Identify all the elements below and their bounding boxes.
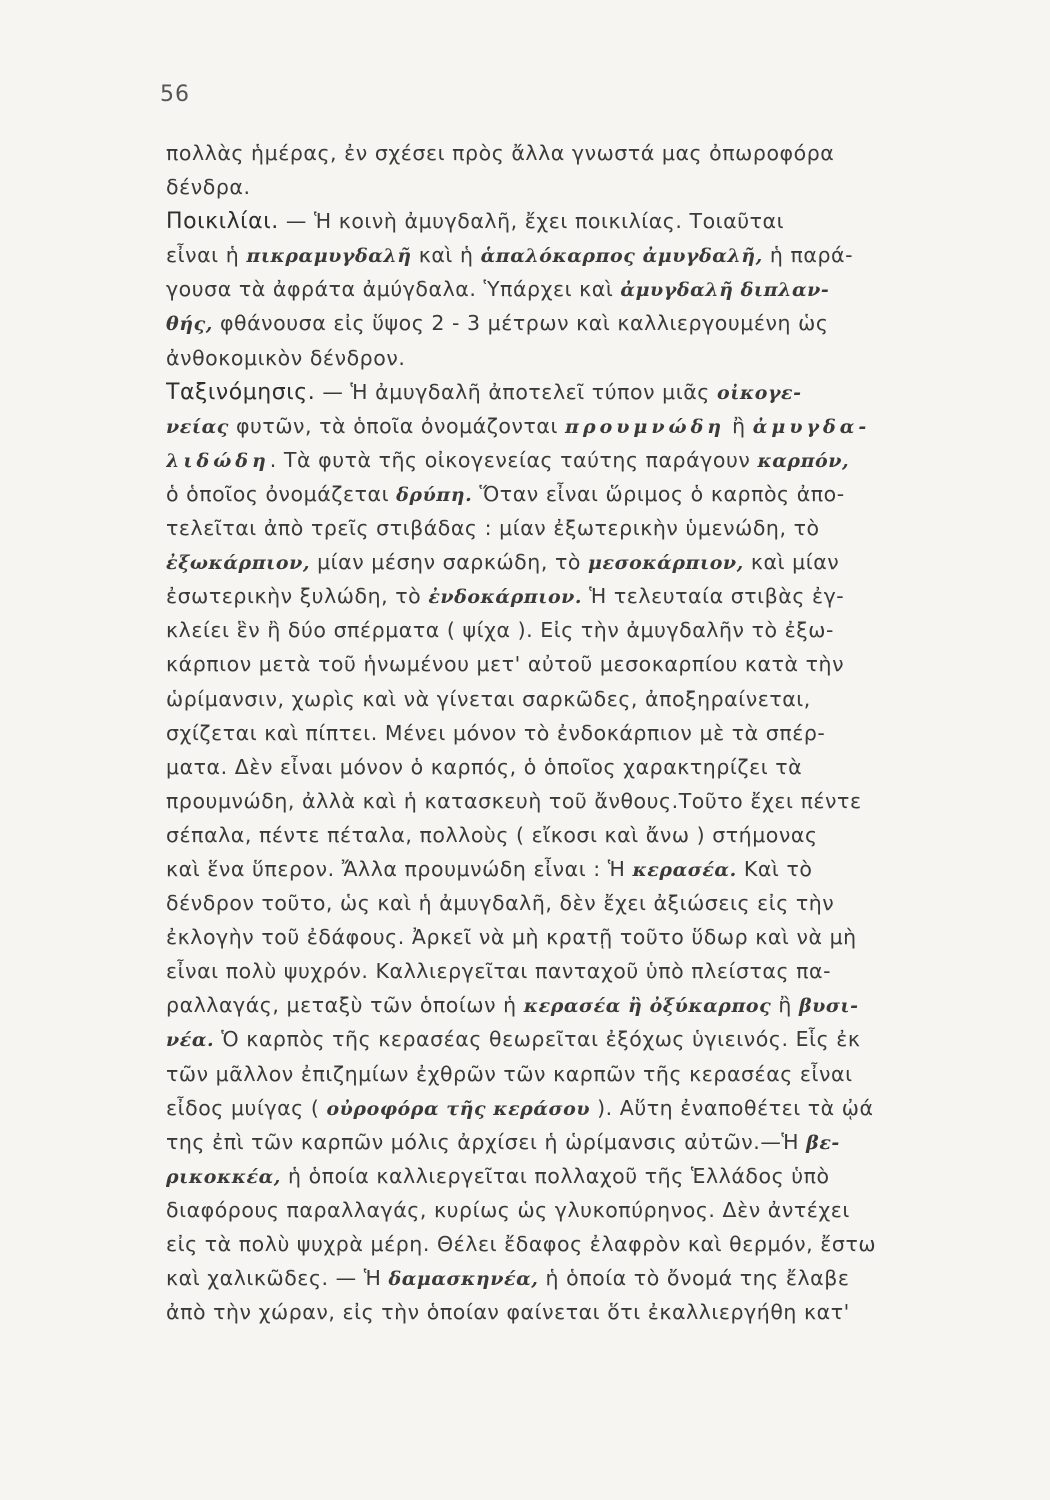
emphasized-term: ἐξωκάρπιον,	[166, 552, 311, 575]
text-line	[166, 1261, 1021, 1295]
text-line	[166, 1057, 1021, 1091]
emphasized-term: ἐνδοκάρπιον.	[428, 586, 583, 609]
text-segment: φυτῶν, τὰ ὁποῖα ὀνομάζονται	[228, 413, 566, 438]
page-number: 56	[160, 82, 190, 107]
text-line	[166, 306, 1021, 340]
text-segment: της ἐπὶ τῶν καρπῶν μόλις ἀρχίσει ἡ ὡρίμανσις αὐτῶν.—Ἡ	[166, 1129, 807, 1154]
text-segment: ἐκλογὴν τοῦ ἐδάφους. Ἀρκεῖ νὰ μὴ κρατῇ τοῦτο ὕδωρ καὶ νὰ μὴ	[166, 925, 857, 950]
text-segment: γουσα τὰ ἀφράτα ἀμύγδαλα. Ὑπάρχει καὶ	[166, 277, 621, 302]
emphasized-term: ἀμυγδα-	[752, 415, 871, 438]
section-heading: Ποικιλίαι.	[166, 209, 279, 235]
text-segment: ματα. Δὲν εἶναι μόνον ὁ καρπός, ὁ ὁποῖος χαρακτηρίζει τὰ	[166, 754, 803, 779]
text-segment: ὁ ὁποῖος ὀνομάζεται	[166, 481, 397, 506]
emphasized-term: λιδώδη	[166, 449, 270, 472]
text-line	[166, 204, 1021, 238]
text-segment: ραλλαγάς, μεταξὺ τῶν ὁποίων ἡ	[166, 993, 524, 1018]
text-line	[166, 579, 1021, 613]
text-segment: διαφόρους παραλλαγάς, κυρίως ὡς γλυκοπύρηνος. Δὲν ἀντέχει	[166, 1197, 850, 1222]
text-line	[166, 750, 1021, 784]
text-line	[166, 1159, 1021, 1193]
text-line	[166, 818, 1021, 852]
emphasized-term: πικραμυγδαλῆ	[246, 245, 412, 268]
text-segment: εἶναι πολὺ ψυχρόν. Καλλιεργεῖται πανταχοῦ ὑπὸ πλείστας πα-	[166, 959, 832, 984]
emphasized-term: δρύπη.	[396, 483, 473, 506]
text-line	[166, 1295, 1021, 1329]
emphasized-term: οἰκογε-	[716, 381, 802, 404]
text-segment: ἡ ὁποία τὸ ὄνομά της ἔλαβε	[538, 1266, 850, 1291]
emphasized-term: βε-	[806, 1131, 840, 1154]
text-line	[166, 375, 1021, 409]
text-line	[166, 1227, 1021, 1261]
text-segment: εἶδος μυίγας (	[166, 1095, 327, 1120]
text-segment: ). Αὕτη ἐναποθέτει τὰ ᾠά	[590, 1095, 874, 1120]
text-line	[166, 886, 1021, 920]
emphasized-term: ρικοκκέα,	[166, 1165, 281, 1188]
text-segment: Καὶ τὸ	[736, 856, 813, 881]
text-line	[166, 341, 1021, 375]
text-segment: ὡρίμανσιν, χωρὶς καὶ νὰ γίνεται σαρκῶδες, ἀποξηραίνεται,	[166, 686, 811, 711]
emphasized-term: ἀμυγδαλῆ διπλαν-	[620, 279, 830, 302]
text-segment: σχίζεται καὶ πίπτει. Μένει μόνον τὸ ἐνδοκάρπιον μὲ τὰ σπέρ-	[166, 720, 826, 745]
text-line	[166, 1022, 1021, 1056]
text-segment: καὶ μίαν	[743, 550, 840, 575]
emphasized-term: νείας	[166, 415, 229, 438]
text-segment: εἰς τὰ πολὺ ψυχρὰ μέρη. Θέλει ἔδαφος ἐλαφρὸν καὶ θερμόν, ἔστω	[166, 1232, 877, 1256]
emphasized-term: θής,	[166, 313, 213, 336]
text-segment: — Ἡ κοινὴ ἀμυγδαλῆ, ἔχει ποικιλίας. Τοιαῦται	[278, 209, 785, 234]
text-line	[166, 511, 1021, 545]
text-segment: καὶ ἡ	[411, 243, 481, 268]
emphasized-term: καρπόν,	[757, 449, 850, 472]
text-line	[166, 170, 1021, 204]
text-segment: μίαν μέσην σαρκώδη, τὸ	[310, 550, 589, 575]
text-segment: ἀνθοκομικὸν δένδρον.	[166, 345, 406, 370]
text-segment: . Τὰ φυτὰ τῆς οἰκογενείας ταύτης παράγουν	[269, 447, 758, 472]
emphasized-term: νέα.	[166, 1029, 215, 1052]
text-segment: ἢ	[771, 993, 799, 1018]
text-line	[166, 1091, 1021, 1125]
text-segment: τῶν μᾶλλον ἐπιζημίων ἐχθρῶν τῶν καρπῶν τῆς κερασέας εἶναι	[166, 1061, 853, 1086]
text-segment: ἀπὸ τὴν χώραν, εἰς τὴν ὁποίαν φαίνεται ὅτι ἐκαλλιεργήθη κατ'	[166, 1300, 850, 1325]
emphasized-term: μεσοκάρπιον,	[588, 552, 744, 575]
text-line	[166, 443, 1021, 477]
text-line	[166, 409, 1021, 443]
text-segment: δένδρα.	[166, 175, 251, 200]
text-segment: ἢ	[725, 413, 753, 438]
text-segment: κλείει ἓν ἢ δύο σπέρματα ( ψίχα ). Εἰς τὴν ἀμυγδαλῆν τὸ ἐξω-	[166, 618, 834, 643]
emphasized-term: κερασέα ἢ ὀξύκαρπος	[523, 995, 772, 1018]
text-segment: φθάνουσα εἰς ὕψος 2 - 3 μέτρων καὶ καλλιεργουμένη ὡς	[212, 311, 829, 336]
text-segment: καὶ ἕνα ὕπερον. Ἄλλα προυμνώδη εἶναι : Ἡ	[166, 856, 633, 881]
text-segment: ἡ παρά-	[762, 243, 854, 268]
text-segment: Ἡ τελευταία στιβὰς ἐγ-	[582, 584, 845, 609]
body-text	[166, 136, 1021, 1329]
text-line	[166, 852, 1021, 886]
text-line	[166, 1193, 1021, 1227]
text-line	[166, 784, 1021, 818]
text-segment: δένδρον τοῦτο, ὡς καὶ ἡ ἀμυγδαλῆ, δὲν ἔχει ἀξιώσεις εἰς τὴν	[166, 891, 835, 916]
text-line	[166, 716, 1021, 750]
text-line	[166, 954, 1021, 988]
emphasized-term: ἁπαλόκαρπος ἀμυγδαλῆ,	[480, 245, 763, 268]
text-segment: Ὅταν εἶναι ὥριμος ὁ καρπὸς ἀπο-	[472, 481, 845, 506]
text-segment: καὶ χαλικῶδες. — Ἡ	[166, 1266, 389, 1291]
text-line	[166, 238, 1021, 272]
text-line	[166, 682, 1021, 716]
text-segment: κάρπιον μετὰ τοῦ ἡνωμένου μετ' αὐτοῦ μεσοκαρπίου κατὰ τὴν	[166, 652, 845, 677]
emphasized-term: προυμνώδη	[565, 415, 726, 438]
text-segment: εἶναι ἡ	[166, 243, 247, 268]
section-heading: Ταξινόμησις.	[166, 379, 316, 405]
text-line	[166, 613, 1021, 647]
text-segment: σέπαλα, πέντε πέταλα, πολλοὺς ( εἴκοσι καὶ ἄνω ) στήμονας	[166, 822, 818, 847]
text-segment: Ὁ καρπὸς τῆς κερασέας θεωρεῖται ἐξόχως ὑγιεινός. Εἷς ἐκ	[214, 1027, 861, 1052]
text-segment: προυμνώδη, ἀλλὰ καὶ ἡ κατασκευὴ τοῦ ἄνθους.Τοῦτο ἔχει πέντε	[166, 788, 862, 813]
text-line	[166, 1125, 1021, 1159]
text-segment: ἡ ὁποία καλλιεργεῖται πολλαχοῦ τῆς Ἑλλάδος ὑπὸ	[280, 1163, 830, 1188]
text-segment: τελεῖται ἀπὸ τρεῖς στιβάδας : μίαν ἐξωτερικὴν ὑμενώδη, τὸ	[166, 516, 820, 541]
text-line	[166, 920, 1021, 954]
text-line	[166, 477, 1021, 511]
text-line	[166, 545, 1021, 579]
emphasized-term: βυσι-	[798, 995, 859, 1018]
emphasized-term: κερασέα.	[632, 858, 737, 881]
text-line	[166, 647, 1021, 681]
text-segment: ἐσωτερικὴν ξυλώδη, τὸ	[166, 584, 429, 609]
text-line	[166, 272, 1021, 306]
text-segment: πολλὰς ἡμέρας, ἐν σχέσει πρὸς ἄλλα γνωστά μας ὀπωροφόρα	[166, 141, 835, 165]
text-segment: — Ἡ ἀμυγδαλῆ ἀποτελεῖ τύπον μιᾶς	[315, 379, 717, 404]
text-line	[166, 136, 1021, 170]
emphasized-term: δαμασκηνέα,	[388, 1268, 539, 1291]
emphasized-term: οὐροφόρα τῆς κεράσου	[326, 1097, 591, 1120]
text-line	[166, 988, 1021, 1022]
